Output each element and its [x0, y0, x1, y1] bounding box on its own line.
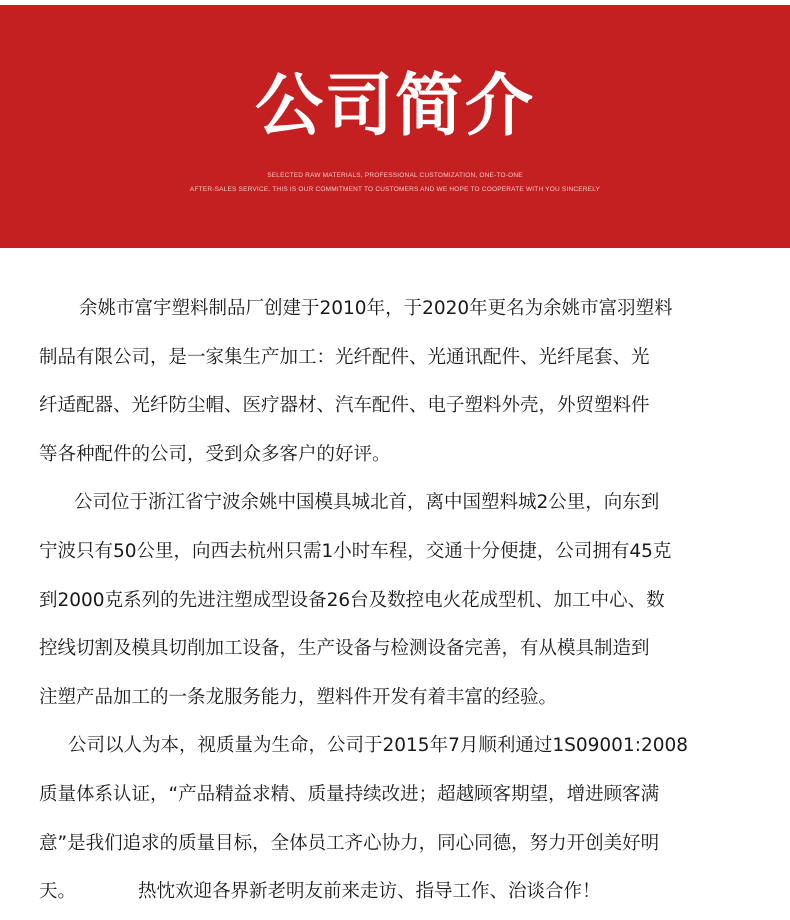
text-line: 注塑产品加工的一条龙服务能力，塑料件开发有着丰富的经验。: [39, 686, 558, 708]
header-banner: [0, 5, 790, 248]
text-line: 质量体系认证，“产品精益求精、质量持续改进；超越顾客期望，增进顾客满: [39, 783, 660, 805]
text-line: 纤适配器、光纤防尘帽、医疗器材、汽车配件、电子塑料外壳，外贸塑料件: [39, 395, 650, 417]
paragraph-quality: [39, 722, 751, 916]
text-line: 到2000克系列的先进注塑成型设备26台及数控电火花成型机、加工中心、数: [39, 589, 665, 611]
closing-start: 天。: [39, 881, 77, 903]
text-line: 宁波只有50公里，向西去杭州只需1小时车程，交通十分便捷，公司拥有45克: [39, 540, 672, 562]
welcome-message: 热忱欢迎各界新老明友前来走访、指导工作、治谈合作！: [138, 881, 601, 903]
text-line: 余姚市富宇塑料制品厂创建于2010年，于2020年更名为余姚市富羽塑料: [79, 298, 673, 319]
text-line: 等各种配件的公司，受到众多客户的好评。: [39, 443, 391, 465]
text-line: 意”是我们追求的质量目标，全体员工齐心协力，同心同德，努力开创美好明: [39, 832, 660, 854]
text-line: 公司以人为本，视质量为生命，公司于2015年7月顺利通过1S09001:2008: [68, 735, 689, 757]
company-introduction-text: [39, 285, 751, 917]
text-line: 公司位于浙江省宁波余姚中国模具城北首，离中国塑料城2公里，向东到: [74, 492, 660, 514]
text-line: 制品有限公司，是一家集生产加工：光纤配件、光通讯配件、光纤尾套、光: [39, 346, 650, 368]
text-line: 控线切割及模具切削加工设备，生产设备与检测设备完善，有从模具制造到: [39, 638, 650, 660]
page-title: 公司简介: [254, 67, 535, 146]
paragraph-location-equipment: [39, 479, 751, 722]
paragraph-founding: [39, 285, 751, 479]
text-line-closing: [39, 868, 751, 917]
banner-subtitle-line-1: SELECTED RAW MATERIALS, PROFESSIONAL CUSTOMIZATION, ONE-TO-ONE: [267, 172, 523, 179]
banner-subtitle-line-2: AFTER-SALES SERVICE. THIS IS OUR COMMITMENT TO CUSTOMERS AND WE HOPE TO COOPERATE WITH YOU SINCERELY: [189, 186, 601, 193]
